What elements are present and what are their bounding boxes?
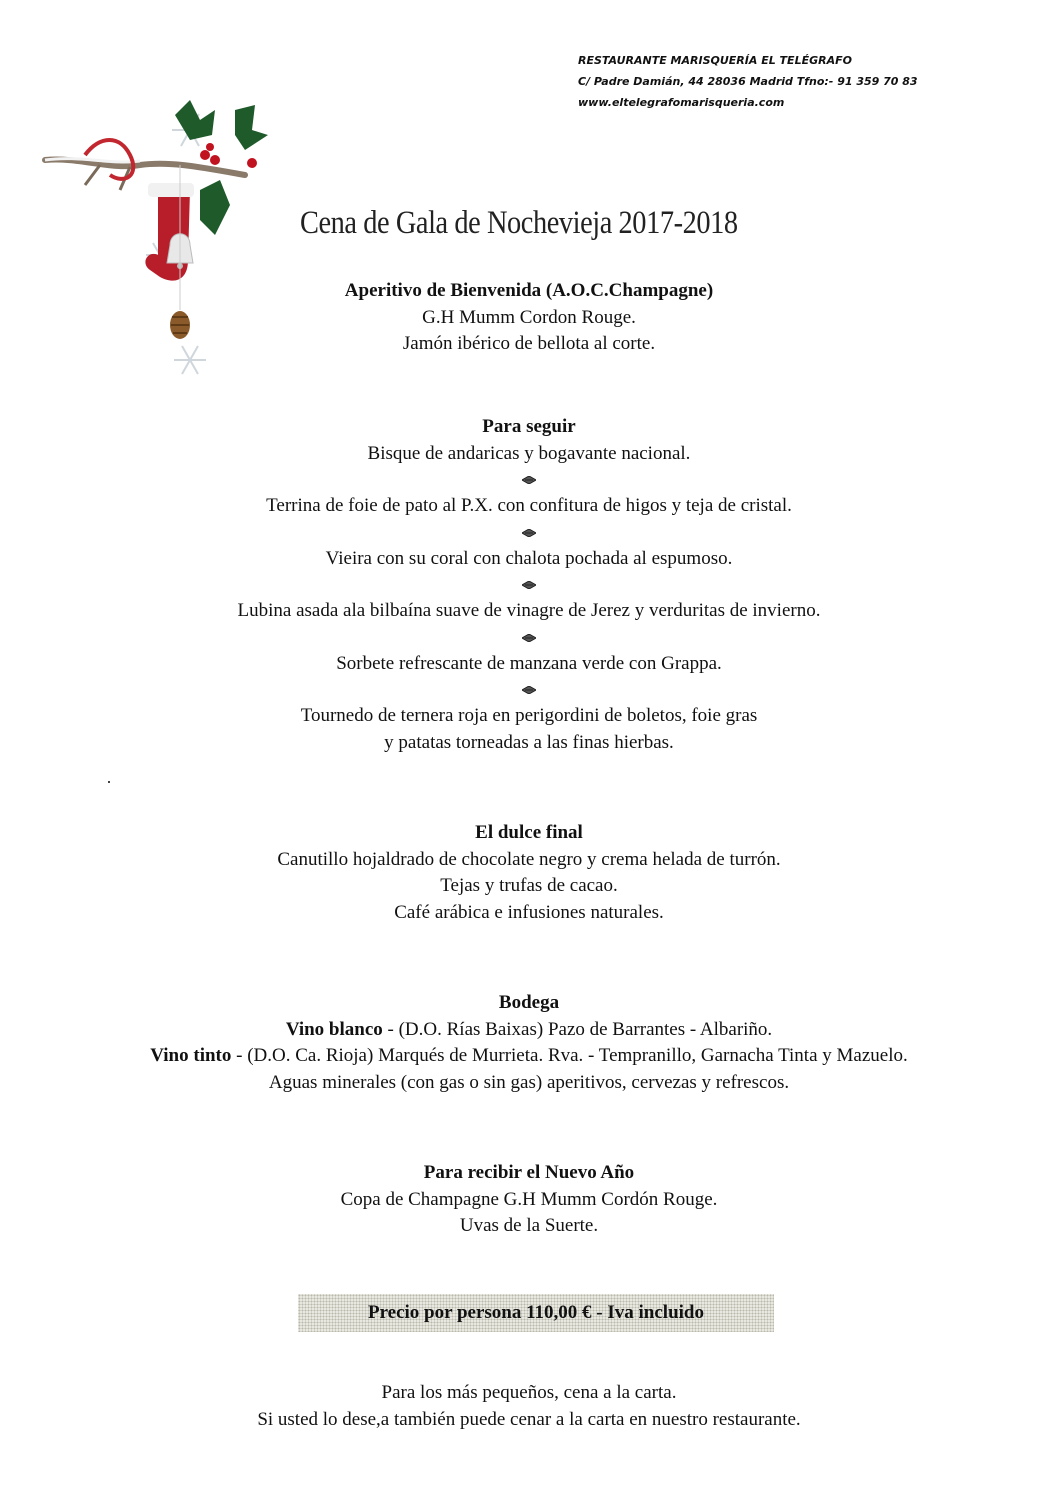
menu-item: y patatas torneadas a las finas hierbas. <box>384 731 674 753</box>
menu-item: Canutillo hojaldrado de chocolate negro y crema helada de turrón. <box>277 848 781 870</box>
section-heading: Para seguir <box>482 416 576 437</box>
wine-white-text: - (D.O. Rías Baixas) Pazo de Barrantes - Albariño. <box>382 1018 773 1040</box>
menu-item: Lubina asada ala bilbaína suave de vinagre de Jerez y verduritas de invierno. <box>237 600 821 621</box>
section-heading: Bodega <box>498 992 560 1013</box>
menu-item: Sorbete refrescante de manzana verde con Grappa. <box>336 652 722 674</box>
price-banner <box>298 1294 774 1332</box>
menu-title: Cena de Gala de Nochevieja 2017-2018 <box>300 205 738 241</box>
footer-line: Si usted lo dese,a también puede cenar a la carta en nuestro restaurante. <box>257 1408 801 1430</box>
footer-line: Para los más pequeños, cena a la carta. <box>381 1382 677 1403</box>
menu-item: Copa de Champagne G.H Mumm Cordón Rouge. <box>340 1188 718 1210</box>
section-heading: Para recibir el Nuevo Año <box>423 1162 635 1183</box>
menu-item: Tejas y trufas de cacao. <box>440 875 618 896</box>
ornament-separator-icon <box>0 520 1058 546</box>
footer-notes <box>0 1380 1058 1433</box>
menu-item: Bisque de andaricas y bogavante nacional. <box>367 442 691 464</box>
section-bodega <box>0 990 1058 1096</box>
price-text: Precio por persona 110,00 € - Iva incluido <box>367 1302 705 1323</box>
menu-item: Tournedo de ternera roja en perigordini de boletos, foie gras <box>300 705 758 726</box>
menu-item: G.H Mumm Cordon Rouge. <box>422 306 636 328</box>
wine-red-label: Vino tinto <box>150 1045 232 1066</box>
section-heading: El dulce final <box>475 822 583 843</box>
restaurant-address: C/ Padre Damián, 44 28036 Madrid Tfno:- 91 359 70 83 <box>578 75 918 88</box>
restaurant-header <box>578 50 918 113</box>
section-nuevo-ano <box>0 1160 1058 1240</box>
ornament-separator-icon <box>0 677 1058 703</box>
menu-item: Vieira con su coral con chalota pochada al espumoso. <box>325 547 733 569</box>
wine-red-text: - (D.O. Ca. Rioja) Marqués de Murrieta. Rva. - Tempranillo, Garnacha Tinta y Mazuelo. <box>231 1045 908 1066</box>
restaurant-website: www.eltelegrafomarisqueria.com <box>578 96 785 109</box>
section-heading: Aperitivo de Bienvenida (A.O.C.Champagne) <box>344 280 714 301</box>
menu-item: Jamón ibérico de bellota al corte. <box>402 333 656 354</box>
section-dulce-final <box>0 820 1058 926</box>
ornament-separator-icon <box>0 572 1058 598</box>
ornament-separator-icon <box>0 625 1058 651</box>
section-aperitivo <box>0 278 1058 358</box>
menu-item: Terrina de foie de pato al P.X. con confitura de higos y teja de cristal. <box>266 495 792 516</box>
stray-dot <box>108 781 110 783</box>
section-para-seguir <box>0 414 1058 756</box>
wine-white-label: Vino blanco <box>285 1018 383 1040</box>
wine-white <box>0 1017 1058 1044</box>
ornament-separator-icon <box>0 467 1058 493</box>
restaurant-name: RESTAURANTE MARISQUERÍA EL TELÉGRAFO <box>578 54 852 67</box>
menu-item: Aguas minerales (con gas o sin gas) aperitivos, cervezas y refrescos. <box>268 1071 790 1093</box>
menu-item: Café arábica e infusiones naturales. <box>394 901 664 923</box>
menu-item: Uvas de la Suerte. <box>459 1215 599 1236</box>
wine-red <box>0 1043 1058 1070</box>
